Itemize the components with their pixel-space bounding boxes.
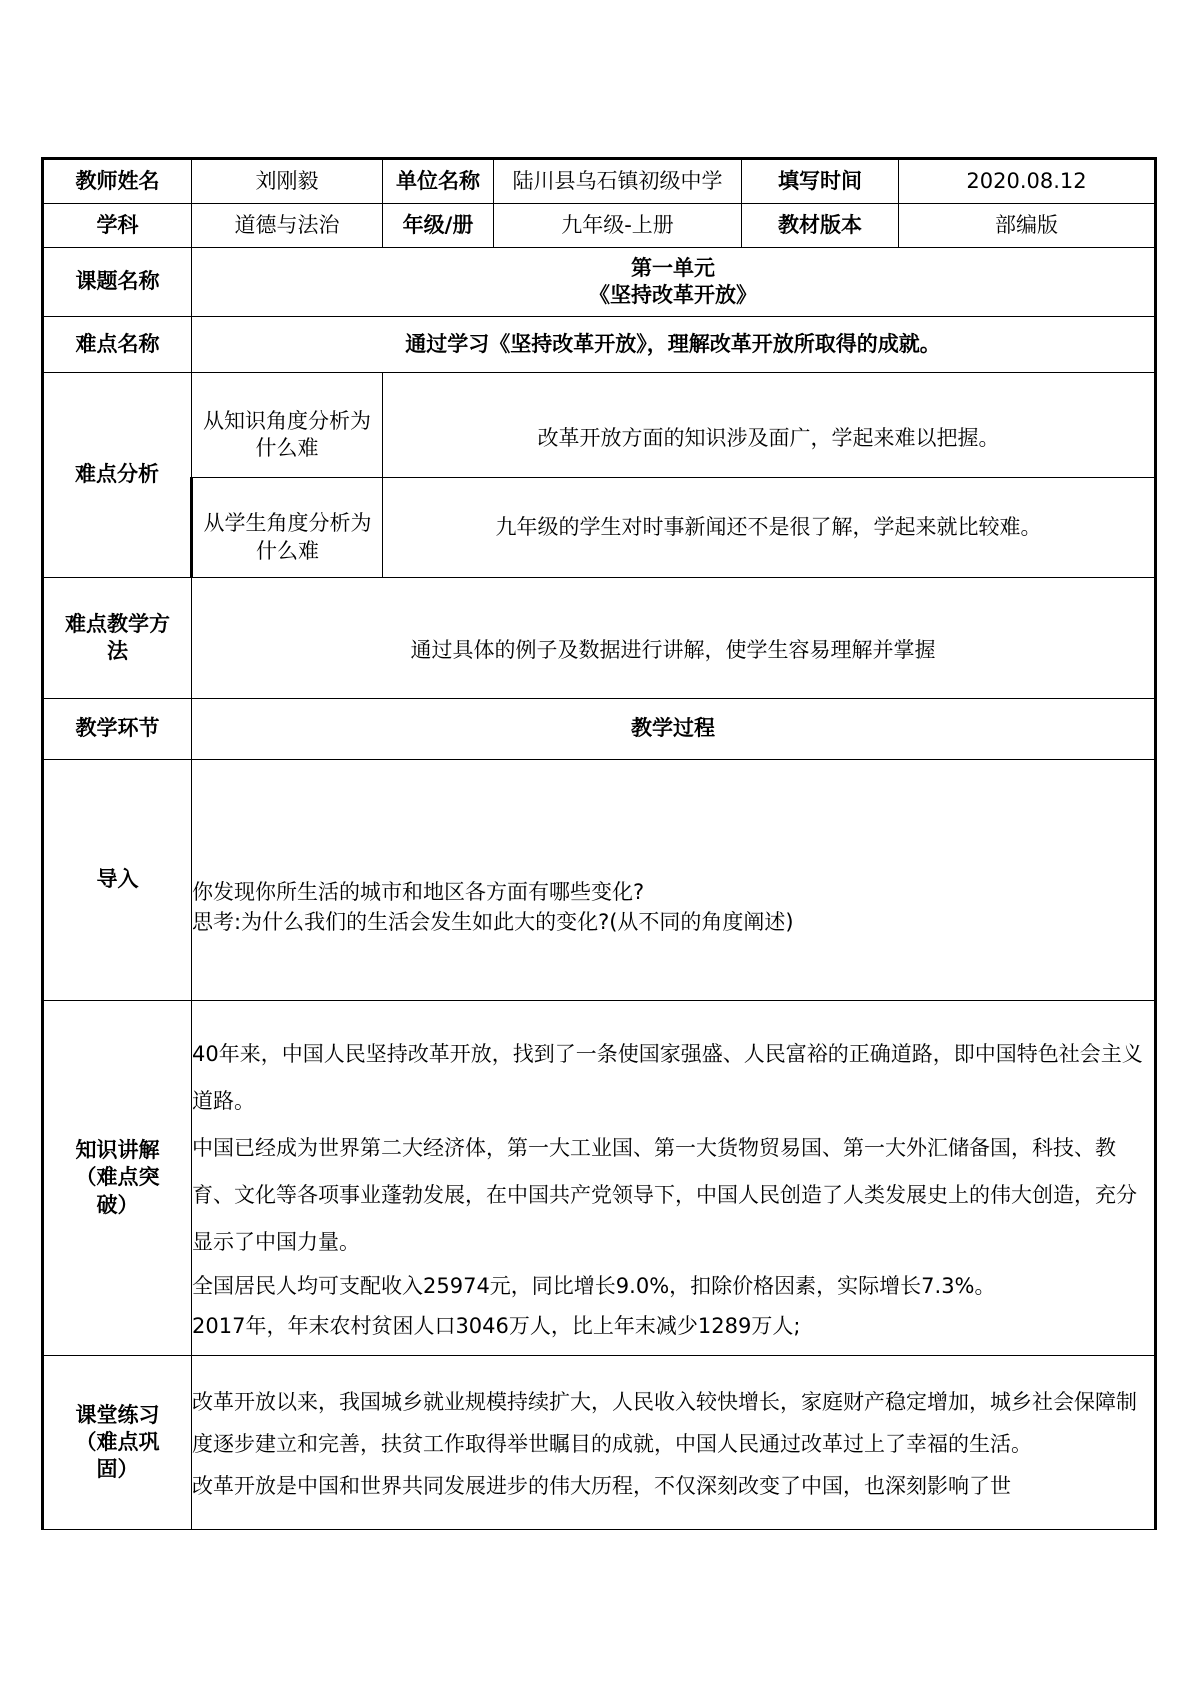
analysis-row-knowledge	[43, 373, 1156, 478]
topic-row	[43, 248, 1156, 317]
intro-question: 你发现你所生活的城市和地区各方面有哪些变化?	[192, 880, 645, 904]
topic-unit: 第一单元	[631, 255, 715, 280]
grade-label: 年级/册	[383, 204, 494, 248]
process-header-row	[43, 699, 1156, 760]
practice-row	[43, 1356, 1156, 1530]
knowledge-paragraph-2: 中国已经成为世界第二大经济体，第一大工业国、第一大货物贸易国、第一大外汇储备国，科技、教育、文化等各项事业蓬勃发展，在中国共产党领导下，中国人民创造了人类发展史上的伟大创造，充分显示了中国力量。	[192, 1135, 1137, 1254]
knowledge-row	[43, 1001, 1156, 1356]
student-angle-value: 九年级的学生对时事新闻还不是很了解，学起来就比较难。	[383, 478, 1156, 578]
practice-label: 课堂练习（难点巩固）	[43, 1356, 192, 1530]
intro-content	[192, 760, 1156, 1001]
edition-label: 教材版本	[742, 204, 899, 248]
subject-label: 学科	[43, 204, 192, 248]
student-angle-label: 从学生角度分析为什么难	[192, 478, 383, 578]
topic-label: 课题名称	[43, 248, 192, 317]
teacher-name-label: 教师姓名	[43, 159, 192, 204]
knowledge-label: 知识讲解（难点突破）	[43, 1001, 192, 1356]
unit-name-value: 陆川县乌石镇初级中学	[494, 159, 742, 204]
knowledge-content	[192, 1001, 1156, 1356]
analysis-row-student	[43, 478, 1156, 578]
knowledge-angle-label: 从知识角度分析为什么难	[192, 373, 383, 478]
topic-title: 《坚持改革开放》	[589, 283, 757, 307]
intro-think: 思考:为什么我们的生活会发生如此大的变化?(从不同的角度阐述)	[192, 910, 794, 934]
analysis-label: 难点分析	[43, 373, 192, 578]
practice-paragraph-1: 改革开放以来，我国城乡就业规模持续扩大，人民收入较快增长，家庭财产稳定增加，城乡社会保障制度逐步建立和完善，扶贫工作取得举世瞩目的成就，中国人民通过改革过上了幸福的生活。	[192, 1389, 1137, 1456]
teacher-name-value: 刘刚毅	[192, 159, 383, 204]
subject-value: 道德与法治	[192, 204, 383, 248]
process-label: 教学过程	[192, 699, 1156, 760]
practice-paragraph-2: 改革开放是中国和世界共同发展进步的伟大历程，不仅深刻改变了中国，也深刻影响了世	[192, 1473, 1011, 1498]
difficulty-row	[43, 317, 1156, 373]
knowledge-paragraph-1: 40年来，中国人民坚持改革开放，找到了一条使国家强盛、人民富裕的正确道路，即中国特色社会主义道路。	[192, 1041, 1143, 1113]
method-row	[43, 578, 1156, 699]
difficulty-label: 难点名称	[43, 317, 192, 373]
topic-value	[192, 248, 1156, 317]
intro-row	[43, 760, 1156, 1001]
fill-date-value: 2020.08.12	[899, 159, 1156, 204]
process-step-label: 教学环节	[43, 699, 192, 760]
grade-value: 九年级-上册	[494, 204, 742, 248]
header-row-1	[43, 159, 1156, 204]
difficulty-value: 通过学习《坚持改革开放》，理解改革开放所取得的成就。	[192, 317, 1156, 373]
method-label: 难点教学方法	[43, 578, 192, 699]
edition-value: 部编版	[899, 204, 1156, 248]
intro-label: 导入	[43, 760, 192, 1001]
header-row-2	[43, 204, 1156, 248]
lesson-plan-table	[41, 157, 1157, 1530]
fill-date-label: 填写时间	[742, 159, 899, 204]
knowledge-paragraph-3: 全国居民人均可支配收入25974元，同比增长9.0%，扣除价格因素，实际增长7.3%。	[192, 1273, 996, 1298]
method-value: 通过具体的例子及数据进行讲解，使学生容易理解并掌握	[192, 578, 1156, 699]
knowledge-paragraph-4: 2017年，年末农村贫困人口3046万人，比上年末减少1289万人;	[192, 1313, 801, 1338]
practice-content	[192, 1356, 1156, 1530]
knowledge-angle-value: 改革开放方面的知识涉及面广，学起来难以把握。	[383, 373, 1156, 478]
unit-name-label: 单位名称	[383, 159, 494, 204]
